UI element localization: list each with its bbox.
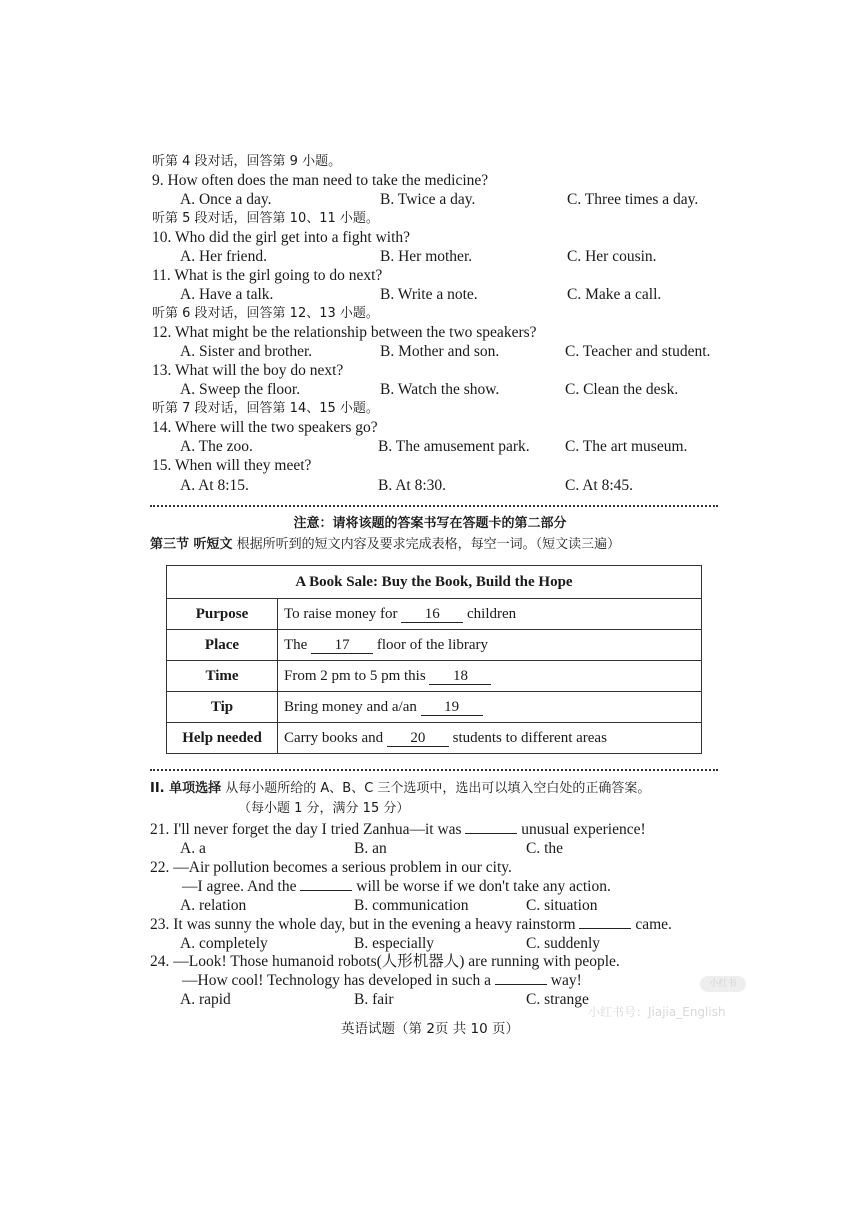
answer-underline bbox=[579, 916, 631, 929]
row-content bbox=[278, 630, 702, 661]
section-intro: 听第 5 段对话，回答第 10、11 小题。 bbox=[152, 211, 379, 226]
answer-blank-20[interactable]: 20 bbox=[387, 730, 449, 747]
question-22: 22. —Air pollution becomes a serious problem in our city. bbox=[150, 859, 512, 876]
question-12: 12. What might be the relationship between the two speakers? bbox=[152, 324, 537, 341]
question-22-reply bbox=[182, 877, 611, 896]
option-a: A. Sweep the floor. bbox=[180, 381, 301, 398]
row-content bbox=[278, 692, 702, 723]
question-15: 15. When will they meet? bbox=[152, 457, 312, 474]
option-a: A. a bbox=[180, 840, 206, 857]
answer-blank-19[interactable]: 19 bbox=[421, 699, 483, 716]
row-label: Time bbox=[167, 661, 278, 692]
section-3-instructions: 根据所听到的短文内容及要求完成表格，每空一词。（短文读三遍） bbox=[236, 537, 621, 552]
option-b: B. At 8:30. bbox=[378, 477, 447, 494]
option-c: C. Make a call. bbox=[567, 286, 662, 303]
option-c: C. The art museum. bbox=[565, 438, 688, 455]
part-2-score: （每小题 1 分，满分 15 分） bbox=[238, 801, 410, 816]
option-c: C. At 8:45. bbox=[565, 477, 634, 494]
section-intro: 听第 7 段对话，回答第 14、15 小题。 bbox=[152, 401, 379, 416]
option-b: B. Watch the show. bbox=[380, 381, 500, 398]
option-c: C. Teacher and student. bbox=[565, 343, 711, 360]
watermark-badge: 小红书 bbox=[700, 976, 746, 992]
row-label: Place bbox=[167, 630, 278, 661]
option-b: B. Mother and son. bbox=[380, 343, 500, 360]
answer-underline bbox=[465, 821, 517, 834]
question-23 bbox=[150, 915, 672, 934]
table-row bbox=[167, 692, 702, 723]
option-c: C. strange bbox=[526, 991, 589, 1008]
option-b: B. Write a note. bbox=[380, 286, 478, 303]
option-a: A. relation bbox=[180, 897, 247, 914]
row-label: Tip bbox=[167, 692, 278, 723]
option-b: B. The amusement park. bbox=[378, 438, 530, 455]
row-content bbox=[278, 723, 702, 754]
question-text: came. bbox=[635, 916, 672, 933]
watermark-text: 小红书号：Jiajia_English bbox=[588, 1005, 726, 1019]
row-text: The bbox=[284, 636, 308, 653]
row-label: Help needed bbox=[167, 723, 278, 754]
option-a: A. Her friend. bbox=[180, 248, 267, 265]
question-11: 11. What is the girl going to do next? bbox=[152, 267, 383, 284]
question-text: way! bbox=[550, 972, 582, 989]
question-13: 13. What will the boy do next? bbox=[152, 362, 344, 379]
row-content bbox=[278, 661, 702, 692]
answer-underline bbox=[495, 972, 547, 985]
table-row bbox=[167, 566, 702, 599]
option-b: B. communication bbox=[354, 897, 469, 914]
row-content bbox=[278, 599, 702, 630]
question-21 bbox=[150, 820, 646, 839]
part-2-title: II. 单项选择 bbox=[150, 781, 222, 796]
option-b: B. especially bbox=[354, 935, 435, 952]
row-text: From 2 pm to 5 pm this bbox=[284, 667, 426, 684]
part-2-header bbox=[150, 779, 650, 798]
option-a: A. completely bbox=[180, 935, 268, 952]
row-text: students to different areas bbox=[452, 729, 607, 746]
row-label: Purpose bbox=[167, 599, 278, 630]
table-title: A Book Sale: Buy the Book, Build the Hope bbox=[167, 566, 702, 599]
page-footer: 英语试题（第 2页 共 10 页） bbox=[341, 1021, 519, 1037]
option-c: C. Clean the desk. bbox=[565, 381, 679, 398]
option-a: A. rapid bbox=[180, 991, 231, 1008]
option-a: A. Have a talk. bbox=[180, 286, 274, 303]
table-row bbox=[167, 630, 702, 661]
row-text: Bring money and a/an bbox=[284, 698, 417, 715]
dotted-divider bbox=[150, 769, 718, 771]
row-text: Carry books and bbox=[284, 729, 384, 746]
option-c: C. suddenly bbox=[526, 935, 601, 952]
option-a: A. Sister and brother. bbox=[180, 343, 313, 360]
option-c: C. situation bbox=[526, 897, 598, 914]
question-text: 21. I'll never forget the day I tried Zanhua—it was bbox=[150, 821, 462, 838]
notice-text: 注意：请将该题的答案书写在答题卡的第二部分 bbox=[293, 516, 567, 531]
table-row bbox=[167, 723, 702, 754]
answer-underline bbox=[300, 878, 352, 891]
row-text: children bbox=[467, 605, 517, 622]
option-c: C. Her cousin. bbox=[567, 248, 657, 265]
option-c: C. the bbox=[526, 840, 564, 857]
table-row bbox=[167, 661, 702, 692]
question-text: —How cool! Technology has developed in such a bbox=[182, 972, 491, 989]
question-10: 10. Who did the girl get into a fight with? bbox=[152, 229, 411, 246]
question-text: will be worse if we don't take any action. bbox=[356, 878, 611, 895]
option-a: A. Once a day. bbox=[180, 191, 272, 208]
row-text: floor of the library bbox=[376, 636, 489, 653]
option-a: A. The zoo. bbox=[180, 438, 253, 455]
dotted-divider bbox=[150, 505, 718, 507]
option-b: B. fair bbox=[354, 991, 394, 1008]
option-b: B. Twice a day. bbox=[380, 191, 476, 208]
answer-blank-18[interactable]: 18 bbox=[429, 668, 491, 685]
table-row bbox=[167, 599, 702, 630]
option-b: B. Her mother. bbox=[380, 248, 473, 265]
question-text: 23. It was sunny the whole day, but in the evening a heavy rainstorm bbox=[150, 916, 576, 933]
option-b: B. an bbox=[354, 840, 387, 857]
book-sale-table bbox=[166, 565, 702, 754]
row-text: To raise money for bbox=[284, 605, 398, 622]
option-c: C. Three times a day. bbox=[567, 191, 699, 208]
question-14: 14. Where will the two speakers go? bbox=[152, 419, 378, 436]
option-a: A. At 8:15. bbox=[180, 477, 249, 494]
question-9: 9. How often does the man need to take the medicine? bbox=[152, 172, 489, 189]
question-text: unusual experience! bbox=[521, 821, 646, 838]
section-3-title: 第三节 听短文 bbox=[150, 537, 233, 552]
question-24: 24. —Look! Those humanoid robots(人形机器人) are running with people. bbox=[150, 953, 620, 970]
part-2-instructions: 从每小题所给的 A、B、C 三个选项中，选出可以填入空白处的正确答案。 bbox=[225, 781, 651, 796]
section-3-header bbox=[150, 535, 620, 554]
section-intro: 听第 4 段对话，回答第 9 小题。 bbox=[152, 154, 342, 169]
answer-blank-17[interactable]: 17 bbox=[311, 637, 373, 654]
answer-blank-16[interactable]: 16 bbox=[401, 606, 463, 623]
question-text: —I agree. And the bbox=[182, 878, 297, 895]
section-intro: 听第 6 段对话，回答第 12、13 小题。 bbox=[152, 306, 379, 321]
question-24-reply bbox=[182, 971, 582, 990]
